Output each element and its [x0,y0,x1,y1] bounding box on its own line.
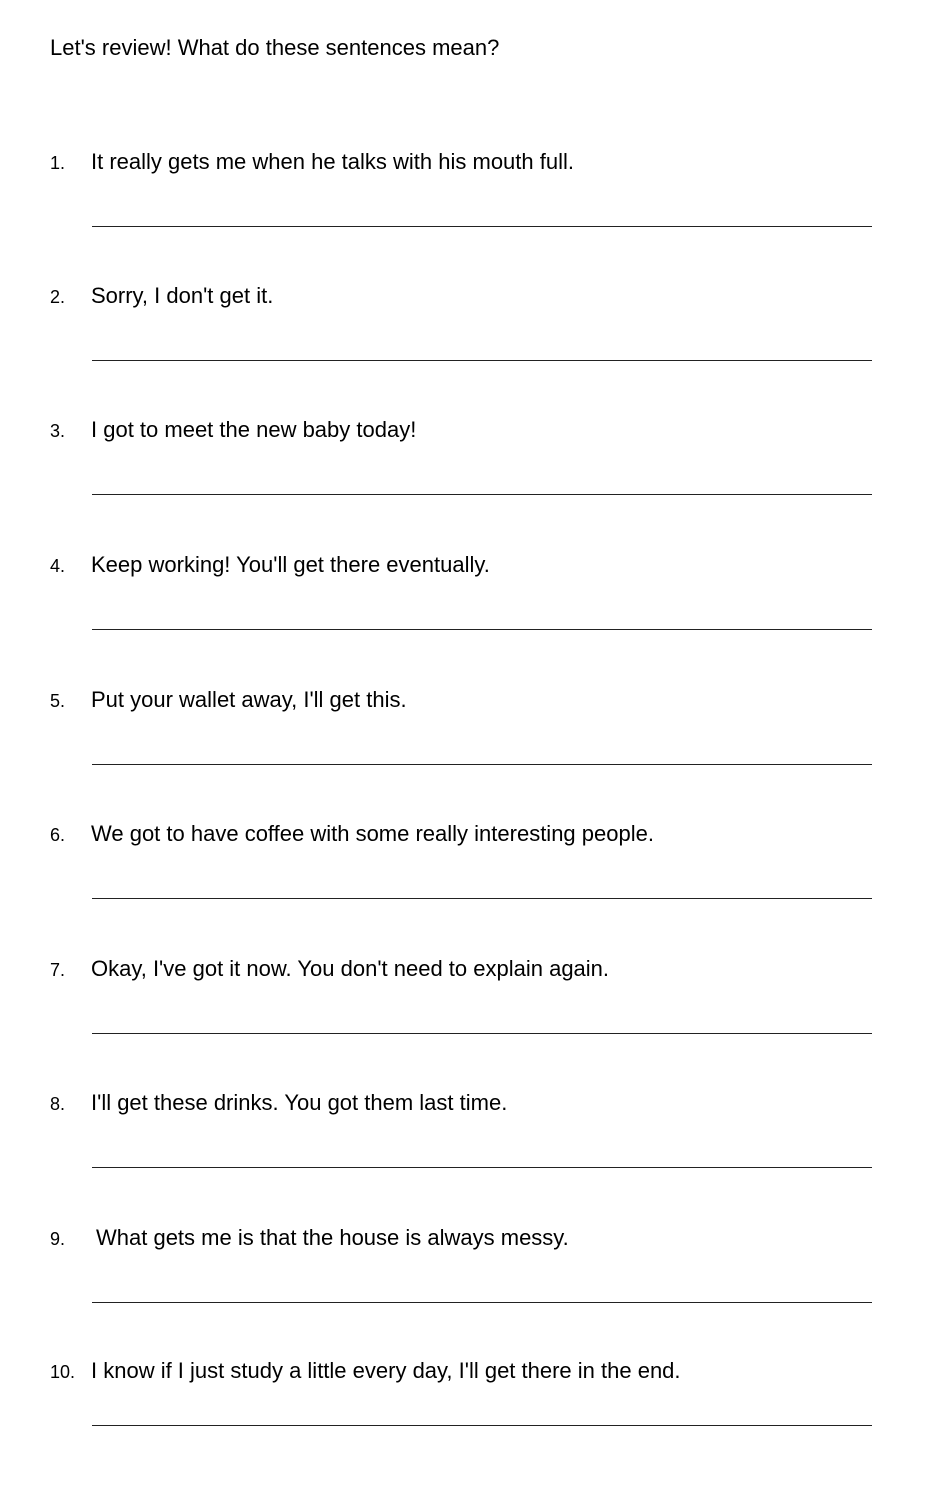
question-number: 8. [50,1094,66,1114]
question-sentence: Put your wallet away, I'll get this. [91,687,407,712]
question-sentence: I'll get these drinks. You got them last time. [91,1090,508,1115]
question-item-8 [0,1090,940,1210]
question-number: 3. [50,421,66,441]
question-item-3 [0,417,940,537]
question-item-1 [0,149,940,269]
answer-line[interactable] [92,360,872,361]
question-item-10 [0,1358,940,1478]
question-item-6 [0,821,940,941]
question-number: 7. [50,960,66,980]
question-sentence: What gets me is that the house is always messy. [96,1225,569,1250]
question-number: 4. [50,556,66,576]
question-number: 9. [50,1229,66,1249]
question-sentence: I know if I just study a little every day, I'll get there in the end. [91,1358,681,1383]
answer-line[interactable] [92,226,872,227]
question-sentence: Sorry, I don't get it. [91,283,274,308]
question-number: 2. [50,287,66,307]
question-sentence: We got to have coffee with some really interesting people. [91,821,654,846]
question-item-4 [0,552,940,672]
answer-line[interactable] [92,1167,872,1168]
answer-line[interactable] [92,764,872,765]
question-item-2 [0,283,940,403]
question-sentence: Okay, I've got it now. You don't need to explain again. [91,956,610,981]
question-number: 5. [50,691,66,711]
answer-line[interactable] [92,1425,872,1426]
question-item-9 [0,1225,940,1345]
answer-line[interactable] [92,1033,872,1034]
question-item-7 [0,956,940,1076]
question-sentence: It really gets me when he talks with his mouth full. [91,149,574,174]
question-number: 10. [50,1362,76,1382]
question-number: 6. [50,825,66,845]
answer-line[interactable] [92,1302,872,1303]
question-item-5 [0,687,940,807]
question-sentence: Keep working! You'll get there eventually. [91,552,490,577]
worksheet-heading: Let's review! What do these sentences mean? [50,35,500,60]
question-sentence: I got to meet the new baby today! [91,417,417,442]
answer-line[interactable] [92,898,872,899]
answer-line[interactable] [92,494,872,495]
question-number: 1. [50,153,66,173]
answer-line[interactable] [92,629,872,630]
